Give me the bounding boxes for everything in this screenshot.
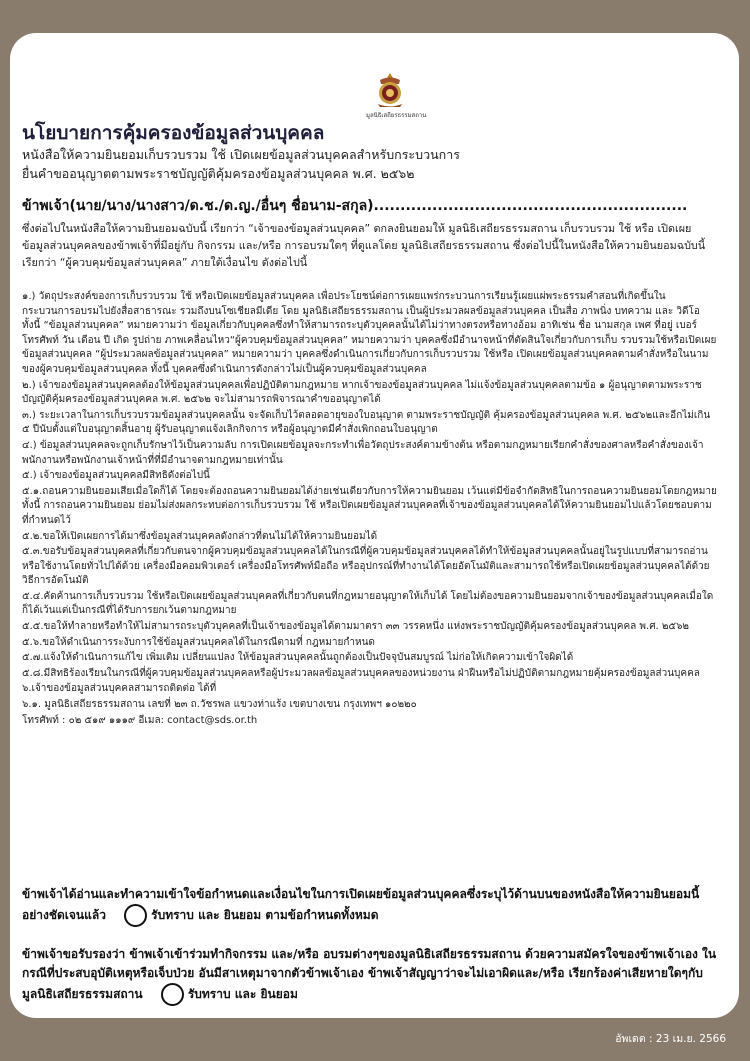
consent-text-1: ข้าพเจ้าได้อ่านและทำความเข้าใจข้อกำหนดและเงื่อนไขในการเปิดเผยข้อมูลส่วนบุคคลซึ่งระบุไว้ด้านบนของหนังสือให้ความยินยอมนี้อย่างชัดเจนแล้ว: [22, 887, 700, 922]
condition-item: ๕.) เจ้าของข้อมูลส่วนบุคคลมีสิทธิดังต่อไปนี้: [22, 470, 210, 482]
consent-checkbox-1[interactable]: [124, 904, 378, 927]
condition-item: ๕.๔.คัดค้านการเก็บรวบรวม ใช้หรือเปิดเผยข้อมูลส่วนบุคคลที่เกี่ยวกับตนที่กฎหมายอนุญาตให้เก็บได้ โดยไม่ต้องขอความยินยอมจากเจ้าของข้อมูลส่วนบุคคลเมื่อใดก็ได้เว้นแต่เป็นกรณีที่ได้รับการยกเว้นตามกฎหมาย: [22, 590, 714, 617]
condition-item: ๕.๑.ถอนความยินยอมเสียเมื่อใดก็ได้ โดยจะต้องถอนความยินยอมได้ง่ายเช่นเดียวกับการให้ความยินยอม เว้นแต่มีข้อจำกัดสิทธิในการถอนความยินยอมโดยกฎหมาย ทั้งนี้ การถอนความยินยอม ย่อมไม่ส่งผลกระทบต่อการเก็บรวบรวม ใช้ หรือเปิดเผยข้อมูลส่วนบุคคลที่เจ้าของข้อมูลส่วนบุคคลได้ให้ความยินยอมไปแล้วโดยชอบตามที่กำหนดไว้: [22, 485, 717, 526]
condition-item: ๕.๘.มีสิทธิร้องเรียนในกรณีที่ผู้ควบคุมข้อมูลส่วนบุคคลหรือผู้ประมวลผลข้อมูลส่วนบุคคลของหน่วยงาน ฝ่าฝืนหรือไม่ปฏิบัติตามกฎหมายคุ้มครองข้อมูลส่วนบุคคล: [22, 667, 700, 679]
last-updated: อัพเดต : 23 เม.ย. 2566: [615, 1033, 726, 1045]
consent-checkbox-2[interactable]: [161, 983, 298, 1006]
condition-item: ๕.๗.แจ้งให้ดำเนินการแก้ไข เพิ่มเติม เปลี่ยนแปลง ให้ข้อมูลส่วนบุคคลนั้นถูกต้องเป็นปัจจุบันสมบูรณ์ ไม่ก่อให้เกิดความเข้าใจผิดได้: [22, 652, 574, 664]
logo-text: มูลนิธิเสถียรธรรมสถาน: [366, 112, 427, 119]
subtitle-line-1: หนังสือให้ความยินยอมเก็บรวบรวม ใช้ เปิดเผยข้อมูลส่วนบุคคลสำหรับกระบวนการ: [22, 147, 460, 162]
conditions-list: [22, 290, 717, 729]
condition-item: ๕.๕.ขอให้ทำลายหรือทำให้ไม่สามารถระบุตัวบุคคลที่เป็นเจ้าของข้อมูลได้ตามมาตรา ๓๓ วรรคหนึ่ง แห่งพระราชบัญญัติคุ้มครองข้อมูลส่วนบุคคล พ.ศ. ๒๕๖๒: [22, 621, 690, 633]
condition-item: ๕.๓.ขอรับข้อมูลส่วนบุคคลที่เกี่ยวกับตนจากผู้ควบคุมข้อมูลส่วนบุคคลได้ในกรณีที่ผู้ควบคุมข้อมูลส่วนบุคคลได้ทำให้ข้อมูลส่วนบุคคลนั้นอยู่ในรูปแบบที่สามารถอ่านหรือใช้งานโดยทั่วไปได้ด้วย เครื่องมือคอมพิวเตอร์ เครื่องมือโทรศัพท์มือถือ หรืออุปกรณ์ที่ทำงานได้โดยอัตโนมัติและสามารถใช้หรือเปิดเผยข้อมูลส่วนบุคคลได้ด้วย วิธีการอัตโนมัติ: [22, 546, 710, 587]
condition-item: ๒.) เจ้าของข้อมูลส่วนบุคคลต้องให้ข้อมูลส่วนบุคคลเพื่อปฏิบัติตามกฎหมาย หากเจ้าของข้อมูลส่วนบุคคล ไม่แจ้งข้อมูลส่วนบุคคลตามข้อ ๑ ผู้อนุญาตตามพระราชบัญญัติคุ้มครองข้อมูลส่วนบุคคล พ.ศ. ๒๕๖๒ จะไม่สามารถพิจารณาคำขออนุญาตได้: [22, 379, 702, 406]
consent-statement-1: [22, 885, 722, 927]
condition-item: ๕.๒.ขอให้เปิดเผยการได้มาซึ่งข้อมูลส่วนบุคคลดังกล่าวที่ตนไม่ได้ให้ความยินยอมได้: [22, 530, 378, 542]
foundation-emblem-icon: [372, 71, 408, 109]
condition-item: ๓.) ระยะเวลาในการเก็บรวบรวมข้อมูลส่วนบุคคลนั้น จะจัดเก็บไว้ตลอดอายุของใบอนุญาต ตามพระราชบัญญัติ คุ้มครองข้อมูลส่วนบุคคล พ.ศ. ๒๕๖๒และอีกไม่เกิน ๕ ปีนับตั้งแต่ใบอนุญาตสิ้นอายุ ผู้รับอนุญาตแจ้งเลิกกิจการ หรือผู้อนุญาตมีคำสั่งเพิกถอนใบอนุญาต: [22, 409, 711, 436]
name-declaration-field[interactable]: ข้าพเจ้า(นาย/นาง/นางสาว/ด.ช./ด.ญ./อื่นๆ ชื่อนาม-สกุล)...........................................................: [22, 198, 688, 214]
logo: [366, 71, 427, 120]
consent-text-2: ข้าพเจ้าขอรับรองว่า ข้าพเจ้าเข้าร่วมทำกิจกรรม และ/หรือ อบรมต่างๆของมูลนิธิเสถียรธรรมสถาน ด้วยความสมัครใจของข้าพเจ้าเอง ในกรณีที่ประสบอุบัติเหตุหรือเจ็บป่วย อันมีสาเหตุมาจากตัวข้าพเจ้าเอง ข้าพเจ้าสัญญาว่าจะไม่เอาผิดและ/หรือ เรียกร้องค่าเสียหายใดๆกับมูลนิธิเสถียรธรรมสถาน: [22, 947, 717, 1001]
page-title: นโยบายการคุ้มครองข้อมูลส่วนบุคคล: [22, 122, 325, 144]
condition-item: ๔.) ข้อมูลส่วนบุคคลจะถูกเก็บรักษาไว้เป็นความลับ การเปิดเผยข้อมูลจะกระทำเพื่อวัตถุประสงค์ตามข้างต้น หรือตามกฎหมายเรียกคำสั่งของศาลหรือคำสั่งของเจ้าพนักงานหรือพนักงานเจ้าหน้าที่ที่มีอำนาจตามกฎหมายเท่านั้น: [22, 439, 704, 466]
consent-form-card: [10, 33, 739, 1018]
consent-label-1: รับทราบ และ ยินยอม ตามข้อกำหนดทั้งหมด: [151, 908, 379, 922]
radio-circle-icon[interactable]: [161, 983, 184, 1006]
intro-paragraph: ซึ่งต่อไปในหนังสือให้ความยินยอมฉบับนี้ เรียกว่า “เจ้าของข้อมูลส่วนบุคคล” ตกลงยินยอมให้ มูลนิธิเสถียรธรรมสถาน เก็บรวบรวม ใช้ หรือ เปิดเผย ข้อมูลส่วนบุคคลของข้าพเจ้าที่มีอยู่กับ กิจกรรม และ/หรือ การอบรมใดๆ ที่ดูแลโดย มูลนิธิเสถียรธรรมสถาน ซึ่งต่อไปนี้ในหนังสือให้ความยินยอมฉบับนี้เรียกว่า “ผู้ควบคุมข้อมูลส่วนบุคคล” ภายใต้เงื่อนไข ดังต่อไปนี้: [22, 222, 706, 269]
consent-label-2: รับทราบ และ ยินยอม: [187, 987, 298, 1001]
subtitle-line-2: ยื่นคำขออนุญาตตามพระราชบัญญัติคุ้มครองข้อมูลส่วนบุคคล พ.ศ. ๒๕๖๒: [22, 166, 415, 181]
radio-circle-icon[interactable]: [124, 904, 147, 927]
page-subtitle: [22, 145, 460, 183]
condition-item: ๖.เจ้าของข้อมูลส่วนบุคคลสามารถติดต่อ ได้ที่: [22, 683, 217, 695]
consent-statement-2: [22, 945, 722, 1006]
condition-item: ๕.๖.ขอให้ดำเนินการระงับการใช้ข้อมูลส่วนบุคคลได้ในกรณีตามที่ กฎหมายกำหนด: [22, 636, 375, 648]
condition-item: ๑.) วัตถุประสงค์ของการเก็บรวบรวม ใช้ หรือเปิดเผยข้อมูลส่วนบุคคล เพื่อประโยชน์ต่อการเผยแพร่กระบวนการเรียนรู้เผยแผ่พระธรรมคำสอนที่เกิดขึ้นในกระบวนการอบรมไปยังสื่อสาธารณะ รวมถึงบนโซเชียลมีเดีย โดย มูลนิธิเสถียรธรรมสถาน เป็นผู้ประมวลผลข้อมูลส่วนบุคคล เป็นสื่อ ภาพนิ่ง บทความ และ วิดีโอ ทั้งนี้ “ข้อมูลส่วนบุคคล” หมายความว่า ข้อมูลเกี่ยวกับบุคคลซึ่งทำให้สามารถระบุตัวบุคคลนั้นได้ไม่ว่าทางตรงหรือทางอ้อม อาทิเช่น ชื่อ นามสกุล เพศ ที่อยู่ เบอร์โทรศัพท์ วัน เดือน ปี เกิด รูปถ่าย ภาพเคลื่อนไหว“ผู้ควบคุมข้อมูลส่วนบุคคล” หมายความว่า บุคคลซึ่งมีอำนาจหน้าที่ตัดสินใจเกี่ยวกับการเก็บ รวบรวมใช้หรือเปิดเผยข้อมูลส่วนบุคคล “ผู้ประมวลผลข้อมูลส่วนบุคคล” หมายความว่า บุคคลซึ่งดำเนินการเกี่ยวกับการเก็บรวบรวม ใช้หรือ เปิดเผยข้อมูลส่วนบุคคลตามคำสั่งหรือในนามของผู้ควบคุมข้อมูลส่วนบุคคล ทั้งนี้ บุคคลซึ่งดำเนินการดังกล่าวไม่เป็นผู้ควบคุมข้อมูลส่วนบุคคล: [22, 291, 717, 375]
contact-info: โทรศัพท์ : ๐๒ ๕๑๙ ๑๑๑๙ อีเมล: contact@sds.or.th: [22, 714, 258, 726]
condition-item: ๖.๑. มูลนิธิเสถียรธรรมสถาน เลขที่ ๒๓ ถ.วัชรพล แขวงท่าแร้ง เขตบางเขน กรุงเทพฯ ๑๐๒๒๐: [22, 699, 417, 711]
